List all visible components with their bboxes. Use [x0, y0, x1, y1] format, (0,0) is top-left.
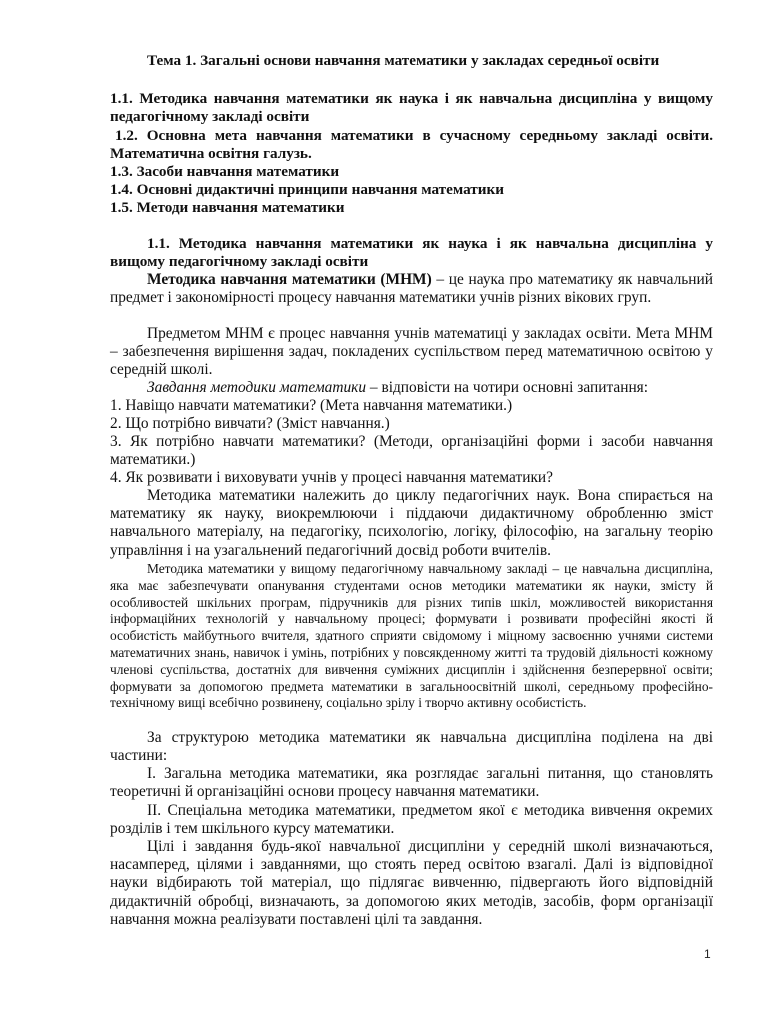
subject-paragraph: Предметом МНМ є процес навчання учнів математиці у закладах освіти. Мета МНМ – забезпечення вирішення задач, покладених суспільством перед математичною освітою у середній школі.: [110, 325, 713, 379]
question-3: 3. Як потрібно навчати математики? (Методи, організаційні форми і засоби навчання математики.): [110, 433, 713, 469]
page-number: 1: [704, 947, 711, 961]
section-heading: 1.1. Методика навчання математики як наука і як навчальна дисципліна у вищому педагогічному закладі освіти: [110, 235, 713, 271]
question-1: 1. Навіщо навчати математики? (Мета навчання математики.): [110, 397, 513, 414]
definition-term: Методика навчання математики (МНМ): [147, 271, 432, 288]
question-2: 2. Що потрібно вивчати? (Зміст навчання.): [110, 415, 390, 432]
toc-item-1-3: 1.3. Засоби навчання математики: [110, 163, 340, 180]
toc-item-1-5: 1.5. Методи навчання математики: [110, 199, 345, 216]
pedagogy-paragraph: Методика математики належить до циклу педагогічних наук. Вона спирається на математику як науку, виокремлюючи і піддаючи дидактичному обробленню зміст навчального матеріалу, на педагогіку, психологію, логіку, філософію, на загальну теорію управління і на узагальнений педагогічний досвід роботи вчителів.: [110, 487, 713, 559]
toc-item-1-4: 1.4. Основні дидактичні принципи навчання математики: [110, 181, 505, 198]
part-two-paragraph: ІІ. Спеціальна методика математики, предметом якої є методика вивчення окремих розділів і тем шкільного курсу математики.: [110, 802, 713, 838]
tasks-paragraph: [110, 379, 713, 397]
tasks-term: Завдання методики математики: [147, 379, 367, 396]
topic-title: Тема 1. Загальні основи навчання математики у закладах середньої освіти: [147, 52, 660, 69]
definition-text: – це наука про математику як навчальний предмет і закономірності процесу навчання математики учнів різних вікових груп.: [110, 271, 713, 307]
definition-paragraph: [110, 271, 713, 307]
tasks-intro: – відповісти на чотири основні запитання:: [366, 379, 649, 396]
question-4: 4. Як розвивати і виховувати учнів у процесі навчання математики?: [110, 469, 553, 486]
structure-paragraph: За структурою методика математики як навчальна дисципліна поділена на дві частини:: [110, 729, 713, 765]
toc-item-1-1: 1.1. Методика навчання математики як наука і як навчальна дисципліна у вищому педагогічному закладі освіти: [110, 90, 713, 126]
toc-item-1-2: 1.2. Основна мета навчання математики в сучасному середньому закладі освіти. Математична освітня галузь.: [110, 127, 713, 163]
goals-paragraph: Цілі і завдання будь-якої навчальної дисципліни у середній школі визначаються, насамперед, цілями і завданнями, що стоять перед освітою взагалі. Далі із відповідної науки відбирають той матеріал, що підлягає вивченню, підвергають його відповідній дидактичній обробці, визначають, за допомогою яких методів, засобів, форм організації навчання можна реалізувати поставлені цілі та завдання.: [110, 838, 713, 928]
discipline-paragraph: Методика математики у вищому педагогічному навчальному закладі – це навчальна дисципліна, яка має забезпечувати опанування студентами основ методики математики як науки, змісту й особливостей шкільних програм, підручників для різних типів шкіл, можливостей використання інформаційних технологій у навчальному процесі; формувати і розвивати професійні якості й особистість майбутнього вчителя, здатного сприяти свідомому і міцному засвоєнню учнями системи математичних знань, навичок і умінь, потрібних у повсякденному житті та трудовій діяльності кожному членові суспільства, достатніх для вивчення суміжних дисциплін і здійснення безперервної освіти; формувати за допомогою предмета математики в загальноосвітній школі, середньому професійно-технічному вищі всебічно розвинену, соціально зрілу і творчо активну особистість.: [110, 561, 713, 711]
part-one-paragraph: І. Загальна методика математики, яка розглядає загальні питання, що становлять теоретичні й організаційні основи процесу навчання математики.: [110, 765, 713, 801]
